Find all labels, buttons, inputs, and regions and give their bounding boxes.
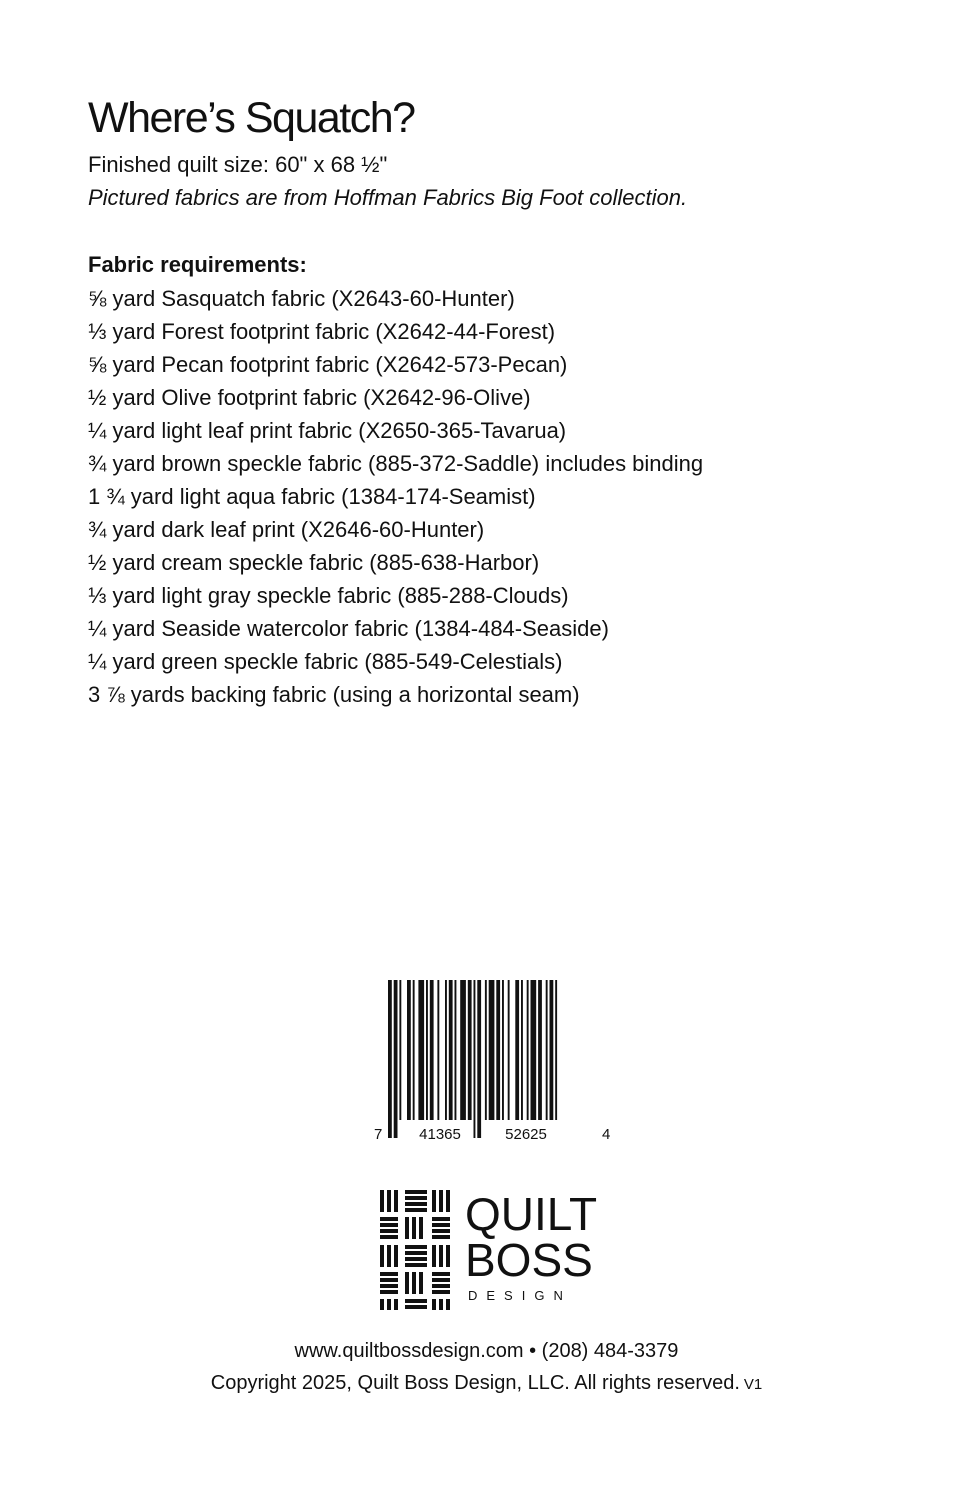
requirement-item: 1 ¾ yard light aqua fabric (1384-174-Seamist) <box>88 484 536 509</box>
barcode-bar <box>407 980 411 1120</box>
barcode-bar <box>508 980 510 1120</box>
copyright-text: Copyright 2025, Quilt Boss Design, LLC. All rights reserved. <box>210 1372 740 1394</box>
barcode-bar <box>474 980 476 1138</box>
barcode-bar <box>538 980 542 1120</box>
requirement-item: ¼ yard green speckle fabric (885-549-Celestials) <box>88 649 563 674</box>
fabric-requirements-heading: Fabric requirements: <box>88 252 307 277</box>
barcode-bar <box>426 980 428 1120</box>
requirement-item: ⅝ yard Pecan footprint fabric (X2642-573-Pecan) <box>88 352 568 377</box>
barcode-bar <box>489 980 495 1120</box>
barcode-bar <box>437 980 439 1120</box>
requirement-item: ⅓ yard light gray speckle fabric (885-288-Clouds) <box>88 583 569 608</box>
requirement-item: ¾ yard dark leaf print (X2646-60-Hunter) <box>88 517 485 542</box>
finished-size: Finished quilt size: 60" x 68 ½" <box>88 152 388 177</box>
barcode-right-group: 52625 <box>505 1126 547 1143</box>
barcode-bar <box>468 980 472 1120</box>
version-label: V1 <box>743 1376 763 1393</box>
barcode-bar <box>445 980 447 1120</box>
barcode-bar <box>515 980 519 1120</box>
barcode-bar <box>388 980 392 1138</box>
logo-word-boss: BOSS <box>465 1234 593 1286</box>
barcode-bar <box>430 980 434 1120</box>
barcode-bars <box>388 980 557 1138</box>
barcode-bar <box>527 980 529 1120</box>
requirement-item: ⅓ yard Forest footprint fabric (X2642-44-Forest) <box>88 319 556 344</box>
requirement-item: ¼ yard light leaf print fabric (X2650-365-Tavarua) <box>88 418 567 443</box>
barcode-bar <box>460 980 466 1120</box>
barcode-left-group: 41365 <box>419 1126 461 1143</box>
barcode-bar <box>531 980 537 1120</box>
barcode-bar <box>449 980 453 1120</box>
requirement-item: ¼ yard Seaside watercolor fabric (1384-484-Seaside) <box>88 616 609 641</box>
barcode-bar <box>546 980 548 1120</box>
barcode-check-digit: 4 <box>602 1126 611 1143</box>
barcode-bar <box>413 980 415 1120</box>
quilt-block-logo-icon <box>380 1190 452 1310</box>
barcode-bar <box>485 980 487 1120</box>
requirement-item: ½ yard cream speckle fabric (885-638-Harbor) <box>88 550 540 575</box>
barcode-bar <box>521 980 523 1120</box>
barcode-bar <box>550 980 554 1120</box>
barcode-bar <box>394 980 398 1138</box>
copyright-line <box>0 1368 973 1400</box>
barcode-bar <box>555 980 557 1120</box>
page-title: Where’s Squatch? <box>88 94 415 142</box>
barcode-bar <box>477 980 481 1138</box>
barcode-bar <box>399 980 401 1120</box>
quilt-boss-logo <box>380 1190 620 1315</box>
barcode-bar <box>502 980 504 1120</box>
requirement-item: ⅝ yard Sasquatch fabric (X2643-60-Hunter) <box>88 286 515 311</box>
fabric-requirements-list <box>88 282 703 711</box>
barcode-graphic <box>366 978 616 1143</box>
barcode-first-digit: 7 <box>374 1126 383 1143</box>
barcode-bar <box>418 980 424 1120</box>
requirement-item: 3 ⅞ yards backing fabric (using a horizontal seam) <box>88 682 580 707</box>
requirement-item: ½ yard Olive footprint fabric (X2642-96-Olive) <box>88 385 531 410</box>
barcode-bar <box>496 980 500 1120</box>
logo-word-design: DESIGN <box>468 1288 572 1303</box>
logo-word-quilt: QUILT <box>465 1188 598 1240</box>
contact-line: www.quiltbossdesign.com • (208) 484-3379 <box>294 1340 679 1362</box>
fabric-collection-note: Pictured fabrics are from Hoffman Fabrics Big Foot collection. <box>88 185 688 210</box>
barcode-bar <box>455 980 457 1120</box>
requirement-item: ¾ yard brown speckle fabric (885-372-Saddle) includes binding <box>88 451 704 476</box>
upc-barcode <box>366 978 616 1143</box>
